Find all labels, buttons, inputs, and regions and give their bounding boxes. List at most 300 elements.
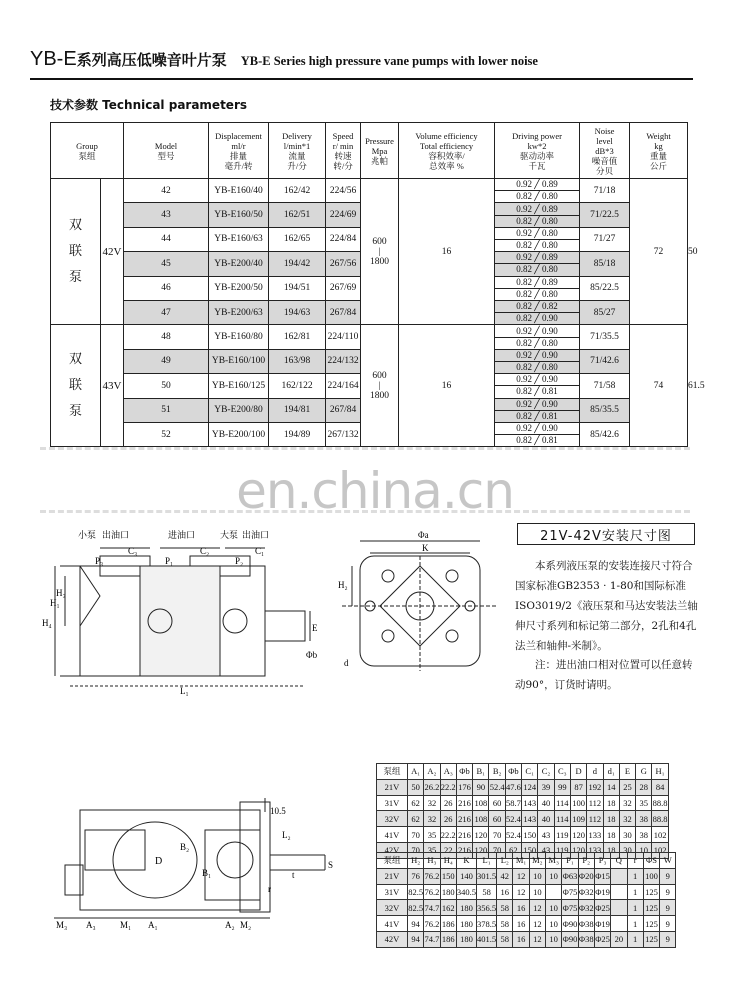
dim-cell: 1 bbox=[627, 931, 643, 947]
label-phi-b: Φb bbox=[306, 650, 318, 660]
dim-cell: 112 bbox=[587, 811, 603, 827]
dim-cell: 10 bbox=[546, 868, 562, 884]
dim-cell: 150 bbox=[440, 868, 456, 884]
dim-cell: 150 bbox=[522, 827, 538, 843]
dim-cell: C₃ bbox=[554, 764, 570, 780]
dim-cell: 120 bbox=[473, 842, 489, 858]
row-delivery: 224/56 bbox=[326, 179, 361, 203]
row-power: 71/22.5 bbox=[580, 203, 630, 227]
col-noise bbox=[580, 123, 630, 179]
dim-cell: 32 bbox=[619, 811, 635, 827]
row-efficiency bbox=[495, 374, 580, 398]
dim-cell: d bbox=[587, 764, 603, 780]
dim-cell: 12 bbox=[513, 884, 529, 900]
row-power: 85/22.5 bbox=[580, 276, 630, 300]
dim-cell: 58 bbox=[497, 931, 513, 947]
row-delivery: 224/84 bbox=[326, 227, 361, 251]
dim-cell: 112 bbox=[587, 795, 603, 811]
dim-cell: 26 bbox=[440, 795, 456, 811]
efficiency-total: 0.82 ╱ 0.81 bbox=[516, 410, 558, 421]
dim-cell: 9 bbox=[660, 900, 676, 916]
efficiency-volume: 0.92 ╱ 0.90 bbox=[495, 399, 579, 411]
dim-cell: 119 bbox=[554, 827, 570, 843]
pressure-cell: 16 bbox=[399, 325, 495, 447]
dim-cell: 41V bbox=[377, 916, 408, 932]
dim-cell: C₁ bbox=[522, 764, 538, 780]
row-power: 71/27 bbox=[580, 227, 630, 251]
dim-cell: 泵组 bbox=[377, 764, 408, 780]
efficiency-total: 0.82 ╱ 0.81 bbox=[516, 386, 558, 397]
row-power: 85/35.5 bbox=[580, 398, 630, 422]
dim-header-row bbox=[377, 853, 676, 869]
dimension-table-2 bbox=[376, 852, 676, 948]
row-no: 50 bbox=[124, 374, 209, 398]
dim-cell: 35 bbox=[424, 842, 440, 858]
label-small-outlet: 出油口 bbox=[102, 530, 130, 540]
efficiency-volume: 0.92 ╱ 0.89 bbox=[495, 179, 579, 191]
dim-cell: 9 bbox=[660, 884, 676, 900]
col-model bbox=[124, 123, 209, 179]
dim-cell: 125 bbox=[643, 900, 659, 916]
dim-cell: 401.5 bbox=[477, 931, 497, 947]
speed-cell bbox=[361, 325, 399, 447]
dim-cell: 9 bbox=[660, 931, 676, 947]
label-r: r bbox=[268, 884, 271, 894]
efficiency-volume: 0.92 ╱ 0.89 bbox=[495, 252, 579, 264]
label-a2: A₂ bbox=[225, 920, 235, 930]
dim-cell bbox=[611, 900, 627, 916]
dim-cell: 120 bbox=[473, 827, 489, 843]
speed-value: 600 | 1800 bbox=[370, 236, 390, 267]
efficiency-total: 0.82 ╱ 0.80 bbox=[516, 239, 558, 250]
dim-cell: 100 bbox=[570, 795, 586, 811]
row-model: YB-E160/125 bbox=[209, 374, 269, 398]
row-model: YB-E200/100 bbox=[209, 422, 269, 446]
dim-cell: 186 bbox=[440, 931, 456, 947]
row-no: 45 bbox=[124, 252, 209, 276]
efficiency-volume: 0.82 ╱ 0.89 bbox=[495, 277, 579, 289]
dim-cell: 84 bbox=[652, 779, 668, 795]
dim-row bbox=[377, 931, 676, 947]
dim-cell: 76.2 bbox=[424, 868, 440, 884]
row-model: YB-E160/100 bbox=[209, 349, 269, 373]
dim-cell: 18 bbox=[603, 811, 619, 827]
row-displacement: 163/98 bbox=[269, 349, 326, 373]
label-d-large: D bbox=[155, 856, 163, 867]
dim-cell: A₃ bbox=[440, 764, 456, 780]
dim-cell: 140 bbox=[456, 868, 476, 884]
dim-cell: 52.4 bbox=[489, 779, 505, 795]
label-p1: P₁ bbox=[165, 556, 174, 566]
efficiency-stack bbox=[495, 301, 579, 324]
dim-cell: 32V bbox=[377, 900, 408, 916]
dim-cell: 133 bbox=[587, 827, 603, 843]
efficiency-stack bbox=[495, 374, 579, 397]
dim-cell: 22.2 bbox=[440, 827, 456, 843]
row-power: 85/42.6 bbox=[580, 422, 630, 446]
dim-cell: 22 bbox=[440, 842, 456, 858]
dim-cell: M₃ bbox=[546, 853, 562, 869]
col-noise-label: Noise level dB*3 噪音值 分贝 bbox=[591, 125, 618, 176]
row-displacement: 162/122 bbox=[269, 374, 326, 398]
dim-cell: 25 bbox=[619, 779, 635, 795]
dim-cell: Φ75 bbox=[562, 900, 578, 916]
col-weight bbox=[630, 123, 688, 179]
row-delivery: 267/84 bbox=[326, 300, 361, 324]
row-power: 71/35.5 bbox=[580, 325, 630, 349]
dim-cell: 76.2 bbox=[424, 884, 440, 900]
dim-row bbox=[377, 884, 676, 900]
row-no: 47 bbox=[124, 300, 209, 324]
row-no: 46 bbox=[124, 276, 209, 300]
dim-cell: 42V bbox=[377, 931, 408, 947]
install-description bbox=[515, 556, 700, 656]
tech-table-header bbox=[51, 123, 688, 179]
dim-cell: Φ15 bbox=[594, 868, 610, 884]
dim-cell: H₄ bbox=[440, 853, 456, 869]
dim-cell: H₃ bbox=[424, 853, 440, 869]
row-no: 42 bbox=[124, 179, 209, 203]
label-m1: M₁ bbox=[120, 920, 132, 930]
dim-cell: r bbox=[627, 853, 643, 869]
row-model: YB-E160/40 bbox=[209, 179, 269, 203]
tech-table-container bbox=[50, 122, 705, 446]
dim-cell: 102 bbox=[652, 842, 668, 858]
dim-cell: 301.5 bbox=[477, 868, 497, 884]
row-efficiency bbox=[495, 227, 580, 251]
dim-cell: 58 bbox=[497, 916, 513, 932]
dim-cell: E bbox=[619, 764, 635, 780]
install-title: 21V-42V安装尺寸图 bbox=[517, 523, 695, 545]
dim-row bbox=[377, 779, 669, 795]
row-model: YB-E160/63 bbox=[209, 227, 269, 251]
row-model: YB-E160/50 bbox=[209, 203, 269, 227]
row-delivery: 267/132 bbox=[326, 422, 361, 446]
section-title: 技术参数 Technical parameters bbox=[50, 98, 248, 112]
dim-cell: 30 bbox=[619, 842, 635, 858]
dim-cell: Φ32 bbox=[578, 884, 594, 900]
dim-cell: 32 bbox=[424, 795, 440, 811]
header-model: YB-E bbox=[30, 48, 77, 70]
dim-cell: Φ38 bbox=[578, 916, 594, 932]
watermark: en.china.cn bbox=[236, 462, 514, 520]
efficiency-stack bbox=[495, 204, 579, 227]
row-delivery: 267/84 bbox=[326, 398, 361, 422]
dim-cell: 12 bbox=[529, 931, 545, 947]
dim-cell: 120 bbox=[570, 827, 586, 843]
tech-table bbox=[50, 122, 705, 447]
dim-cell: Φ20 bbox=[578, 868, 594, 884]
label-s: S bbox=[328, 860, 334, 870]
row-displacement: 162/81 bbox=[269, 325, 326, 349]
dim-cell: 150 bbox=[522, 842, 538, 858]
dim-cell: Q bbox=[611, 853, 627, 869]
speed-value: 600 | 1800 bbox=[370, 370, 390, 401]
dim-cell bbox=[611, 868, 627, 884]
dim-cell: 88.8 bbox=[652, 795, 668, 811]
row-displacement: 162/42 bbox=[269, 179, 326, 203]
dim-cell: 26 bbox=[440, 811, 456, 827]
efficiency-total: 0.82 ╱ 0.80 bbox=[516, 361, 558, 372]
dim-cell: 32 bbox=[619, 795, 635, 811]
dim-cell: 108 bbox=[473, 795, 489, 811]
dim-cell: 26.2 bbox=[424, 779, 440, 795]
dim-cell: 133 bbox=[587, 842, 603, 858]
row-no: 52 bbox=[124, 422, 209, 446]
efficiency-volume: 0.92 ╱ 0.89 bbox=[495, 204, 579, 216]
dim-cell: Φ19 bbox=[594, 884, 610, 900]
row-no: 43 bbox=[124, 203, 209, 227]
dim-cell: 180 bbox=[456, 900, 476, 916]
label-p3: P₃ bbox=[95, 556, 104, 566]
dim-cell: 99 bbox=[554, 779, 570, 795]
dim-cell: 82.5 bbox=[408, 884, 424, 900]
row-delivery: 224/110 bbox=[326, 325, 361, 349]
efficiency-stack bbox=[495, 277, 579, 300]
dim-cell: Φ38 bbox=[578, 931, 594, 947]
dim-cell: 180 bbox=[456, 931, 476, 947]
dim-cell: 39 bbox=[538, 779, 554, 795]
dim-cell: 180 bbox=[440, 884, 456, 900]
dim-cell: 88.8 bbox=[652, 811, 668, 827]
dim-cell: 31V bbox=[377, 795, 408, 811]
dim-cell: 216 bbox=[456, 795, 472, 811]
dim-cell: 143 bbox=[522, 811, 538, 827]
dim-cell: 143 bbox=[522, 795, 538, 811]
label-h2: H₂ bbox=[338, 580, 348, 590]
label-c1: C₁ bbox=[255, 546, 265, 556]
dim-row bbox=[377, 868, 676, 884]
efficiency-stack bbox=[495, 350, 579, 373]
efficiency-stack bbox=[495, 399, 579, 422]
dim-cell: 30 bbox=[619, 827, 635, 843]
dim-row bbox=[377, 795, 669, 811]
dim-cell: 41V bbox=[377, 827, 408, 843]
dim-cell: 70 bbox=[489, 842, 505, 858]
page-header bbox=[30, 48, 538, 71]
dim-cell: 12 bbox=[529, 900, 545, 916]
dim-cell: 18 bbox=[603, 795, 619, 811]
side-view-drawing bbox=[40, 526, 320, 701]
col-pressure bbox=[361, 123, 399, 179]
row-no: 49 bbox=[124, 349, 209, 373]
dim-cell: 1 bbox=[627, 884, 643, 900]
dim-cell: 378.5 bbox=[477, 916, 497, 932]
dim-cell: 108 bbox=[473, 811, 489, 827]
label-e: E bbox=[312, 623, 318, 633]
dim-cell: W bbox=[660, 853, 676, 869]
dim-cell: 32V bbox=[377, 811, 408, 827]
label-phi-a: Φa bbox=[418, 530, 429, 540]
dim-cell: 74.7 bbox=[424, 900, 440, 916]
row-delivery: 224/164 bbox=[326, 374, 361, 398]
header-title-cn: 系列高压低噪音叶片泵 bbox=[76, 51, 227, 69]
label-b1: B₁ bbox=[202, 868, 212, 878]
col-model-label: Model 型号 bbox=[154, 140, 178, 161]
efficiency-stack bbox=[495, 423, 579, 446]
label-m2: M₂ bbox=[240, 920, 252, 930]
dim-cell: Φ32 bbox=[578, 900, 594, 916]
dim-cell: 40 bbox=[538, 811, 554, 827]
row-power: 71/58 bbox=[580, 374, 630, 398]
dim-cell: 125 bbox=[643, 916, 659, 932]
dim-cell: G bbox=[636, 764, 652, 780]
dim-cell: ΦS bbox=[643, 853, 659, 869]
dim-cell: 42V bbox=[377, 842, 408, 858]
dim-cell: 216 bbox=[456, 827, 472, 843]
dim-cell: 76.2 bbox=[424, 916, 440, 932]
dim-cell: H₂ bbox=[408, 853, 424, 869]
dim-cell: A₁ bbox=[408, 764, 424, 780]
label-l1: L₁ bbox=[180, 686, 189, 696]
dim-cell: 186 bbox=[440, 916, 456, 932]
label-b2: B₂ bbox=[180, 842, 190, 852]
dim-cell: 10 bbox=[636, 842, 652, 858]
row-model: YB-E200/63 bbox=[209, 300, 269, 324]
efficiency-stack bbox=[495, 179, 579, 202]
row-efficiency bbox=[495, 276, 580, 300]
dim-cell: 16 bbox=[513, 931, 529, 947]
efficiency-volume: 0.82 ╱ 0.82 bbox=[495, 301, 579, 313]
efficiency-total: 0.82 ╱ 0.81 bbox=[516, 435, 558, 446]
row-efficiency bbox=[495, 300, 580, 324]
label-inlet: 进油口 bbox=[168, 530, 196, 540]
col-displacement bbox=[209, 123, 269, 179]
dim-cell: 60 bbox=[489, 811, 505, 827]
dim-cell: Φ19 bbox=[594, 916, 610, 932]
dim-row bbox=[377, 916, 676, 932]
dim-cell: H₁ bbox=[652, 764, 668, 780]
dim-cell: 16 bbox=[513, 900, 529, 916]
tech-table-row: 双 联 泵 42V 42 YB-E160/40 162/42 224/56 600 | 1800 16 0.92 ╱ 0.89 0.82 ╱ 0.80 71/18 72 50 bbox=[51, 179, 688, 203]
efficiency-stack bbox=[495, 228, 579, 251]
dim-cell: Φb bbox=[505, 764, 521, 780]
efficiency-volume: 0.92 ╱ 0.90 bbox=[495, 326, 579, 338]
row-model: YB-E160/80 bbox=[209, 325, 269, 349]
dim-cell: 47.6 bbox=[505, 779, 521, 795]
dim-cell bbox=[611, 916, 627, 932]
dim-cell: 9 bbox=[660, 868, 676, 884]
dim-cell: 125 bbox=[643, 931, 659, 947]
header-rule bbox=[30, 78, 693, 80]
label-l2: L₂ bbox=[282, 830, 291, 840]
dim-cell: 100 bbox=[643, 868, 659, 884]
dim-cell bbox=[611, 884, 627, 900]
label-d-small: d bbox=[344, 658, 349, 668]
dim-cell: 76 bbox=[408, 868, 424, 884]
dim-cell: B₂ bbox=[489, 764, 505, 780]
dim-cell: 20 bbox=[611, 931, 627, 947]
dim-cell: 21V bbox=[377, 868, 408, 884]
row-delivery: 224/132 bbox=[326, 349, 361, 373]
efficiency-total: 0.82 ╱ 0.80 bbox=[516, 215, 558, 226]
label-t: t bbox=[292, 870, 295, 880]
row-power: 85/27 bbox=[580, 300, 630, 324]
dim-cell: 10 bbox=[546, 931, 562, 947]
label-h4: H₄ bbox=[42, 618, 52, 628]
row-displacement: 194/89 bbox=[269, 422, 326, 446]
row-delivery: 267/69 bbox=[326, 276, 361, 300]
dim-cell: Φ75 bbox=[562, 884, 578, 900]
row-efficiency bbox=[495, 252, 580, 276]
group-label-cell bbox=[51, 325, 101, 447]
dim-cell: 16 bbox=[497, 884, 513, 900]
col-weight-label: Weight kg 重量 公斤 bbox=[646, 130, 671, 171]
row-displacement: 194/51 bbox=[269, 276, 326, 300]
dim-cell: 58.7 bbox=[505, 795, 521, 811]
dim-row bbox=[377, 811, 669, 827]
dim-cell: P₂ bbox=[578, 853, 594, 869]
dim-cell: 162 bbox=[440, 900, 456, 916]
dim-cell: L₂ bbox=[497, 853, 513, 869]
dim-cell: 62 bbox=[408, 795, 424, 811]
dim-cell: Φb bbox=[456, 764, 472, 780]
label-c2: C₂ bbox=[200, 546, 210, 556]
dim-cell: 21V bbox=[377, 779, 408, 795]
row-displacement: 162/51 bbox=[269, 203, 326, 227]
dim-cell bbox=[546, 884, 562, 900]
tech-table-body bbox=[51, 179, 705, 447]
front-view-drawing bbox=[330, 526, 500, 676]
dim-cell: 58 bbox=[477, 884, 497, 900]
efficiency-total: 0.82 ╱ 0.80 bbox=[516, 264, 558, 275]
row-efficiency bbox=[495, 179, 580, 203]
dim-cell: 114 bbox=[554, 811, 570, 827]
row-efficiency bbox=[495, 349, 580, 373]
dim-cell: 9 bbox=[660, 916, 676, 932]
row-displacement: 194/42 bbox=[269, 252, 326, 276]
dim-cell: 62 bbox=[408, 811, 424, 827]
label-small-pump: 小泵 bbox=[78, 530, 97, 540]
row-model: YB-E200/80 bbox=[209, 398, 269, 422]
dim-cell: 87 bbox=[570, 779, 586, 795]
row-delivery: 267/56 bbox=[326, 252, 361, 276]
dim-cell: 35 bbox=[424, 827, 440, 843]
row-model: YB-E200/50 bbox=[209, 276, 269, 300]
dim-cell: 192 bbox=[587, 779, 603, 795]
row-power: 71/18 bbox=[580, 179, 630, 203]
row-power: 85/18 bbox=[580, 252, 630, 276]
dim-cell: 16 bbox=[513, 916, 529, 932]
dim-cell: 31V bbox=[377, 884, 408, 900]
watermark-dash-bottom bbox=[40, 510, 690, 513]
label-a3: A₃ bbox=[86, 920, 96, 930]
row-power: 71/42.6 bbox=[580, 349, 630, 373]
dim-cell: 114 bbox=[554, 795, 570, 811]
dim-cell: M₁ bbox=[513, 853, 529, 869]
dim-cell: 58 bbox=[497, 900, 513, 916]
dim-cell: 18 bbox=[603, 842, 619, 858]
dim-cell: 1 bbox=[627, 868, 643, 884]
label-big-pump: 大泵 bbox=[220, 530, 239, 540]
dim-cell: Φ25 bbox=[594, 931, 610, 947]
row-no: 48 bbox=[124, 325, 209, 349]
label-m3: M₃ bbox=[56, 920, 68, 930]
watermark-dash-top bbox=[40, 447, 690, 450]
dim-cell: 102 bbox=[652, 827, 668, 843]
dim-cell: L₁ bbox=[477, 853, 497, 869]
efficiency-total: 0.82 ╱ 0.80 bbox=[516, 191, 558, 202]
dim-cell: 70 bbox=[489, 827, 505, 843]
dim-cell: 62 bbox=[505, 842, 521, 858]
dim-cell: Φ90 bbox=[562, 916, 578, 932]
pressure-cell: 16 bbox=[399, 179, 495, 325]
label-10-5: 10.5 bbox=[270, 806, 286, 816]
dim-cell: Φ90 bbox=[562, 931, 578, 947]
col-efficiency bbox=[399, 123, 495, 179]
dim-cell: C₂ bbox=[538, 764, 554, 780]
col-speed bbox=[326, 123, 361, 179]
